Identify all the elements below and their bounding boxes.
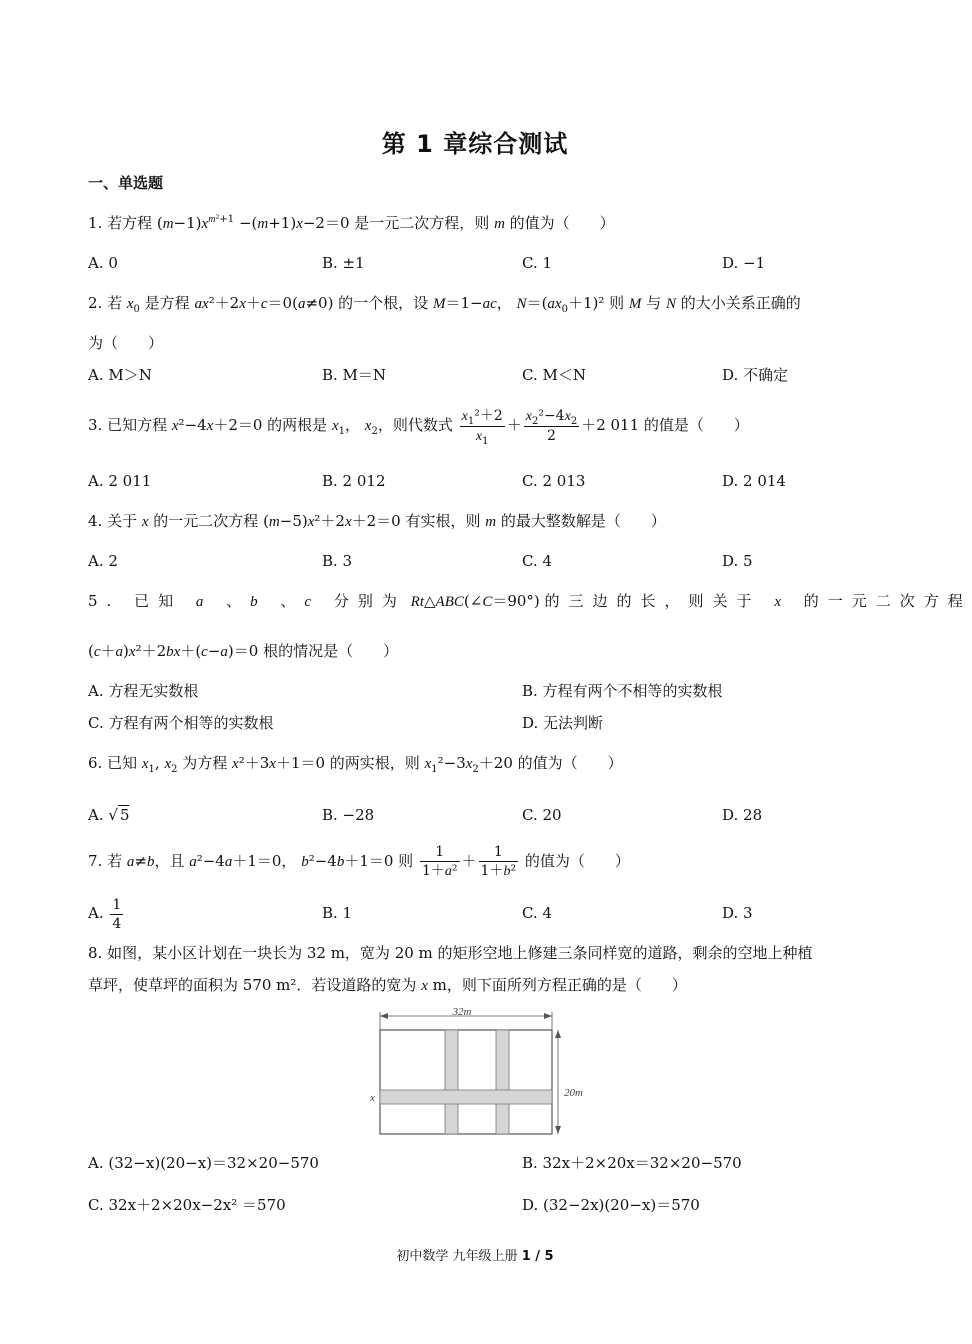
q7-option-d: D. 3 — [722, 904, 753, 922]
q4-option-d: D. 5 — [722, 552, 753, 570]
q1-option-a: A. 0 — [88, 254, 118, 272]
fraction: $\frac{x_1^2+2}{x_1}$ — [461, 407, 503, 447]
q3-option-c: C. 2 013 — [522, 472, 586, 490]
q5-option-b: B. 方程有两个不相等的实数根 — [522, 682, 723, 700]
q4-option-a: A. 2 — [88, 552, 118, 570]
page-title: 第 1 章综合测试 — [381, 130, 569, 158]
q8-option-b: B. 32x＋2×20x＝32×20−570 — [522, 1154, 742, 1172]
page-footer — [0, 1245, 950, 1264]
q7-option-b: B. 1 — [322, 904, 353, 922]
q3-option-b: B. 2 012 — [322, 472, 386, 490]
question-5-cont: (c＋a)x²＋2bx＋(c−a)＝0 根的情况是（ ） — [88, 642, 399, 660]
q6-option-b: B. −28 — [322, 806, 375, 824]
q6-option-a-label: A. — [88, 806, 104, 824]
q2-option-c: C. M＜N — [522, 366, 586, 384]
road-diagram — [362, 1004, 592, 1140]
q8-option-d: D. (32−2x)(20−x)＝570 — [522, 1196, 700, 1214]
q5-option-a: A. 方程无实数根 — [88, 682, 199, 700]
q3-option-a: A. 2 011 — [88, 472, 152, 490]
q6-option-c: C. 20 — [522, 806, 562, 824]
fraction: $\frac{x_2^2-4x_2}{2}$ — [525, 408, 578, 444]
q7-option-c: C. 4 — [522, 904, 553, 922]
question-5: 5. 已知 a 、b 、c 分别为 Rt△ABC(∠C＝90°) 的三边的长，则关于 x 的一元二次方程 — [88, 592, 972, 610]
question-2: 2. 若 $x_0$ 是方程 ax²＋2x＋c＝0(a≠0) 的一个根，设 M＝1−ac， $N=(ax_0+1)^2$ 则 M 与 N 的大小关系正确的 — [88, 294, 801, 315]
fraction: $\frac{1}{\text{1＋b²}}$ — [480, 844, 517, 879]
page-number: 1 / 5 — [521, 1249, 554, 1264]
diagram-right-label: 20m — [564, 1087, 583, 1099]
q2-option-d: D. 不确定 — [722, 366, 789, 384]
diagram-left-label: x — [370, 1092, 375, 1104]
q1-option-d: D. −1 — [722, 254, 766, 272]
diagram-top-label: 32m — [452, 1006, 472, 1018]
question-3: 3. 已知方程 x²−4x＋2＝0 的两根是 $x_1$， $x_2$，则代数式 $\frac{x_1^2+2}{x_1}$ ＋ $\frac{x_2^2-4x_2}{2}$ ＋2 011 的值是（ ） — [88, 407, 749, 447]
q5-option-d: D. 无法判断 — [522, 714, 604, 732]
question-8-cont: 草坪，使草坪的面积为 570 m²．若设道路的宽为 x m，则下面所列方程正确的是（ ） — [88, 976, 687, 994]
q1-option-b: B. ±1 — [322, 254, 365, 272]
q4-option-b: B. 3 — [322, 552, 353, 570]
question-6: 6. 已知 $x_1$, $x_2$ 为方程 x²＋3x＋1＝0 的两实根，则 $x_1^2-3x_2+20$ 的值为（ ） — [88, 754, 623, 775]
question-1: 1. 若方程 $(m-1)x^{m^2+1} -(m+1)x-2=0$ 是一元二次方程，则 m 的值为（ ） — [88, 214, 615, 232]
q8-option-c: C. 32x＋2×20x−2x² ＝570 — [88, 1196, 286, 1214]
q5-option-c: C. 方程有两个相等的实数根 — [88, 714, 274, 732]
q1-option-c: C. 1 — [522, 254, 553, 272]
q6-option-a: A. √ 5 — [88, 806, 130, 824]
q2-option-b: B. M＝N — [322, 366, 387, 384]
q4-option-c: C. 4 — [522, 552, 553, 570]
section-heading: 一、单选题 — [88, 174, 164, 192]
question-2-cont: 为（ ） — [88, 334, 164, 352]
question-number: 1. — [88, 214, 103, 232]
q3-option-d: D. 2 014 — [722, 472, 786, 490]
question-4: 4. 关于 x 的一元二次方程 (m−5)x²＋2x＋2＝0 有实根，则 m 的最大整数解是（ ） — [88, 512, 666, 530]
fraction: $\frac{1}{4}$ — [112, 896, 122, 932]
q8-option-a: A. (32−x)(20−x)＝32×20−570 — [88, 1154, 319, 1172]
q6-option-d: D. 28 — [722, 806, 763, 824]
q7-option-a — [88, 894, 125, 933]
question-8: 8. 如图，某小区计划在一块长为 32 m，宽为 20 m 的矩形空地上修建三条同样宽的道路，剩余的空地上种植 — [88, 944, 813, 962]
q7-option-a-label: A. — [88, 904, 104, 922]
fraction: $\frac{1}{\text{1＋a²}}$ — [421, 844, 458, 879]
q2-option-a: A. M＞N — [88, 366, 152, 384]
footer-text: 初中数学 九年级上册 — [396, 1249, 518, 1264]
question-7: 7. 若 a≠b，且 a²−4a＋1＝0， b²−4b＋1＝0 则 $\frac{1}{\text{1＋a²}}$ ＋ $\frac{1}{\text{1＋b²}}$ 的值为（ ） — [88, 844, 630, 879]
